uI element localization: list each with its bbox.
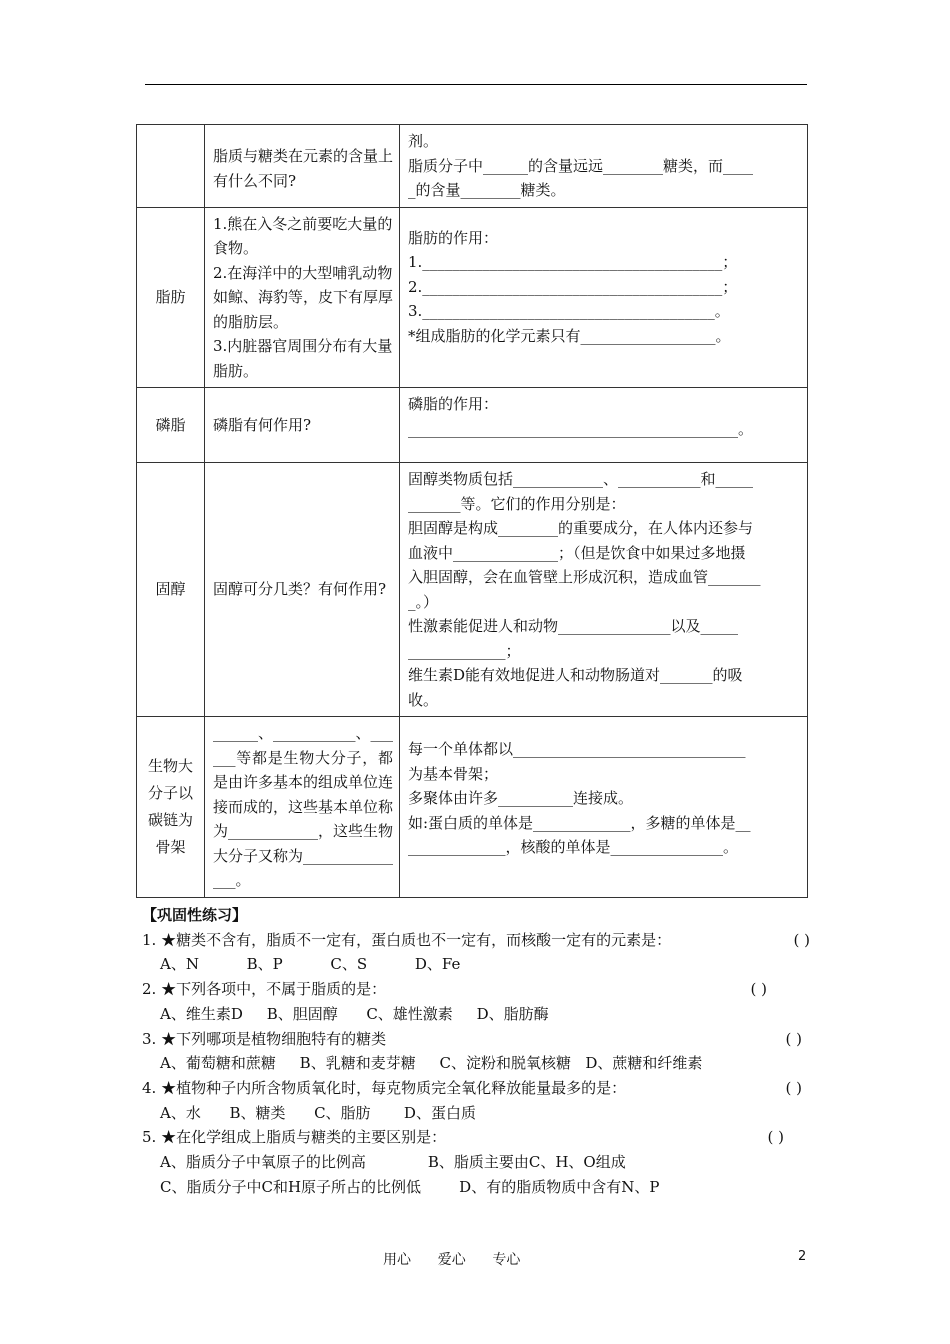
topic-cell: 脂肪 bbox=[137, 207, 205, 388]
answer-line: 脂肪的作用： bbox=[408, 228, 499, 247]
answer-cell bbox=[400, 207, 808, 388]
topic-cell: 磷脂 bbox=[137, 388, 205, 463]
answer-line: 剂。 bbox=[408, 132, 439, 150]
question-item bbox=[142, 1076, 822, 1101]
topic-cell: 固醇 bbox=[137, 463, 205, 717]
table-row bbox=[137, 463, 808, 717]
question-cell: 固醇可分几类？有何作用? bbox=[205, 463, 400, 717]
question-stem: 4. ★植物种子内所含物质氧化时，每克物质完全氧化释放能量最多的是： bbox=[142, 1078, 627, 1097]
answer-parenthesis: ( ) bbox=[793, 930, 810, 949]
exercise-section bbox=[142, 903, 822, 1199]
answer-line: _的含量________糖类。 bbox=[408, 181, 566, 199]
answer-line: 胆固醇是构成________的重要成分，在人体内还参与 bbox=[408, 519, 754, 537]
answer-line: 脂质分子中______的含量远远________糖类，而____ bbox=[408, 156, 754, 175]
answer-line: 性激素能促进人和动物_______________以及_____ bbox=[408, 617, 739, 635]
question-line: 1.熊在入冬之前要吃大量的食物。 bbox=[213, 214, 393, 257]
answer-line: 收。 bbox=[408, 690, 439, 709]
answer-line: 1.________________________________________； bbox=[408, 253, 738, 271]
answer-cell bbox=[400, 463, 808, 717]
question-options: A、脂质分子中氧原子的比例高 B、脂质主要由C、H、O组成 bbox=[160, 1153, 626, 1172]
answer-cell bbox=[400, 125, 808, 208]
question-item bbox=[142, 1027, 822, 1052]
question-stem: 2. ★下列各项中，不属于脂质的是： bbox=[142, 980, 387, 999]
question-stem: 5. ★在化学组成上脂质与糖类的主要区别是： bbox=[142, 1128, 447, 1147]
answer-line: _______等。它们的作用分别是： bbox=[408, 494, 626, 513]
question-options: A、水 B、糖类 C、脂肪 D、蛋白质 bbox=[160, 1103, 476, 1122]
question-line: 3.内脏器官周围分布有大量脂肪。 bbox=[213, 337, 393, 380]
question-options: A、维生素D B、胆固醇 C、雄性激素 D、脂肪酶 bbox=[160, 1004, 549, 1023]
table-row bbox=[137, 207, 808, 388]
answer-line: _。） bbox=[408, 592, 439, 611]
answer-line: 每一个单体都以_______________________________ bbox=[408, 740, 746, 758]
question-options: C、脂质分子中C和H原子所占的比例低 D、有的脂质物质中含有N、P bbox=[160, 1177, 660, 1196]
answer-parenthesis: ( ) bbox=[785, 1029, 802, 1048]
topic-cell bbox=[137, 125, 205, 208]
table-row bbox=[137, 717, 808, 898]
question-options: A、葡萄糖和蔗糖 B、乳糖和麦芽糖 C、淀粉和脱氧核糖 D、蔗糖和纤维素 bbox=[160, 1054, 703, 1073]
answer-line: 3._______________________________________。 bbox=[408, 302, 730, 320]
question-cell: 磷脂有何作用? bbox=[205, 388, 400, 463]
question-options: A、N B、P C、S D、Fe bbox=[160, 955, 461, 974]
answer-line: 血液中______________；（但是饮食中如果过多地摄 bbox=[408, 543, 746, 562]
answer-line: 入胆固醇，会在血管壁上形成沉积，造成血管_______ bbox=[408, 568, 761, 586]
answer-line: 如:蛋白质的单体是_____________，多糖的单体是__ bbox=[408, 813, 751, 832]
answer-cell bbox=[400, 717, 808, 898]
footer-motto: 用心 爱心 专心 bbox=[383, 1252, 521, 1268]
answer-parenthesis: ( ) bbox=[767, 1128, 784, 1147]
section-title: 【巩固性练习】 bbox=[142, 906, 248, 924]
answer-parenthesis: ( ) bbox=[750, 980, 767, 999]
question-stem: 1. ★糖类不含有，脂质不一定有，蛋白质也不一定有，而核酸一定有的元素是： bbox=[142, 930, 672, 949]
table-row bbox=[137, 125, 808, 208]
question-cell: ______、___________、______等都是生物大分子，都是由许多基本的组成单位连接而成的，这些基本单位称为____________，这些生物大分子又称为_______________。 bbox=[205, 717, 400, 898]
answer-line: ____________________________________________。 bbox=[408, 419, 754, 438]
answer-cell bbox=[400, 388, 808, 463]
header-rule bbox=[145, 84, 807, 85]
question-item bbox=[142, 928, 822, 953]
answer-line: 2.________________________________________； bbox=[408, 277, 738, 296]
answer-line: 固醇类物质包括____________、___________和_____ bbox=[408, 470, 754, 488]
answer-line: 多聚体由许多__________连接成。 bbox=[408, 789, 634, 807]
answer-line: 维生素D能有效地促进人和动物肠道对_______的吸 bbox=[408, 666, 743, 684]
answer-line: _____________，核酸的单体是_______________。 bbox=[408, 838, 739, 856]
page-number: 2 bbox=[798, 1249, 807, 1264]
question-cell: 脂质与糖类在元素的含量上有什么不同? bbox=[205, 125, 400, 208]
table-row bbox=[137, 388, 808, 463]
answer-line: 为基本骨架； bbox=[408, 764, 499, 783]
question-item bbox=[142, 1125, 822, 1150]
lipid-table bbox=[136, 124, 808, 898]
question-item bbox=[142, 977, 822, 1002]
answer-line: _____________； bbox=[408, 641, 521, 660]
answer-line: 磷脂的作用： bbox=[408, 395, 499, 413]
answer-parenthesis: ( ) bbox=[785, 1078, 802, 1097]
question-stem: 3. ★下列哪项是植物细胞特有的糖类 bbox=[142, 1029, 387, 1048]
question-cell bbox=[205, 207, 400, 388]
topic-cell: 生物大分子以碳链为骨架 bbox=[137, 717, 205, 898]
answer-line: *组成脂肪的化学元素只有__________________。 bbox=[408, 326, 731, 345]
question-line: 2.在海洋中的大型哺乳动物如鲸、海豹等，皮下有厚厚的脂肪层。 bbox=[213, 263, 394, 331]
